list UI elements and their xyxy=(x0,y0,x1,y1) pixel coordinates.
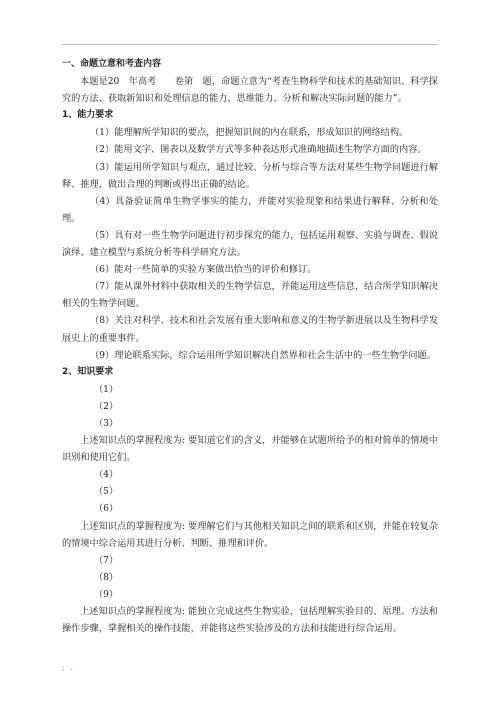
ability-item: （5）具有对一些生物学问题进行初步探究的能力，包括运用观察、实验与调查、假说演绎、建立模型与系统分析等科学研究方法。 xyxy=(62,229,438,259)
footer-mark: ; . xyxy=(62,664,75,672)
knowledge-title: 2、知识要求 xyxy=(62,366,114,377)
header-rule xyxy=(62,44,438,45)
knowledge-number: （2） xyxy=(94,400,119,412)
header-mark: . xyxy=(438,36,440,43)
ability-title: 1、能力要求 xyxy=(62,110,114,121)
ability-item: （3）能运用所学知识与观点，通过比较、分析与综合等方法对某些生物学问题进行解释、推理，做出合理的判断或得出正确的结论。 xyxy=(62,161,438,190)
document-body xyxy=(62,56,438,637)
ability-item: （8）关注对科学、技术和社会发展有重大影响和意义的生物学新进展以及生物科学发展史上的重要事件。 xyxy=(62,315,438,344)
ability-item: （1）能理解所学知识的要点，把握知识间的内在联系，形成知识的网络结构。 xyxy=(90,127,409,139)
knowledge-level-desc: 上述知识点的掌握程度为: 要知道它们的含义，并能够在试题所给予的相对简单的情境中识别和使用它们。 xyxy=(62,435,438,464)
knowledge-number: （8） xyxy=(94,571,119,583)
knowledge-number: （9） xyxy=(94,588,119,600)
ability-item: （6）能对一些简单的实验方案做出恰当的评价和修订。 xyxy=(90,264,317,276)
knowledge-number: （3） xyxy=(94,417,119,429)
knowledge-level-desc: 上述知识点的掌握程度为: 能独立完成这些生物实验，包括理解实验目的、原理、方法和操作步骤，掌握相关的操作技能，并能将这些实验涉及的方法和技能进行综合运用。 xyxy=(62,606,438,635)
knowledge-number: （7） xyxy=(94,554,119,566)
ability-item: （4）具备验证简单生物学事实的能力，并能对实验现象和结果进行解释、分析和处理。 xyxy=(62,195,438,224)
knowledge-number: （1） xyxy=(94,383,119,395)
intro-paragraph: 本题是20 年高考 卷第 题，命题立意为“考查生物科学和技术的基础知识、科学探究的方法、获取新知识和处理信息的能力、思维能力、分析和解决实际问题的能力”。 xyxy=(62,76,438,105)
section-title: 一、命题立意和考查内容 xyxy=(62,59,162,69)
ability-item: （7）能从课外材料中获取相关的生物学信息，并能运用这些信息，结合所学知识解决相关的生物学问题。 xyxy=(62,281,438,310)
ability-item: （9）理论联系实际，综合运用所学知识解决自然界和社会生活中的一些生物学问题。 xyxy=(90,349,436,361)
knowledge-number: （5） xyxy=(94,486,119,498)
knowledge-level-desc: 上述知识点的掌握程度为: 要理解它们与其他相关知识之间的联系和区别，并能在较复杂的情境中综合运用其进行分析、判断、推理和评价。 xyxy=(62,520,438,549)
ability-item: （2）能用文字、图表以及数学方式等多种表达形式准确地描述生物学方面的内容。 xyxy=(90,144,427,156)
knowledge-number: （4） xyxy=(94,469,119,481)
knowledge-number: （6） xyxy=(94,503,119,515)
